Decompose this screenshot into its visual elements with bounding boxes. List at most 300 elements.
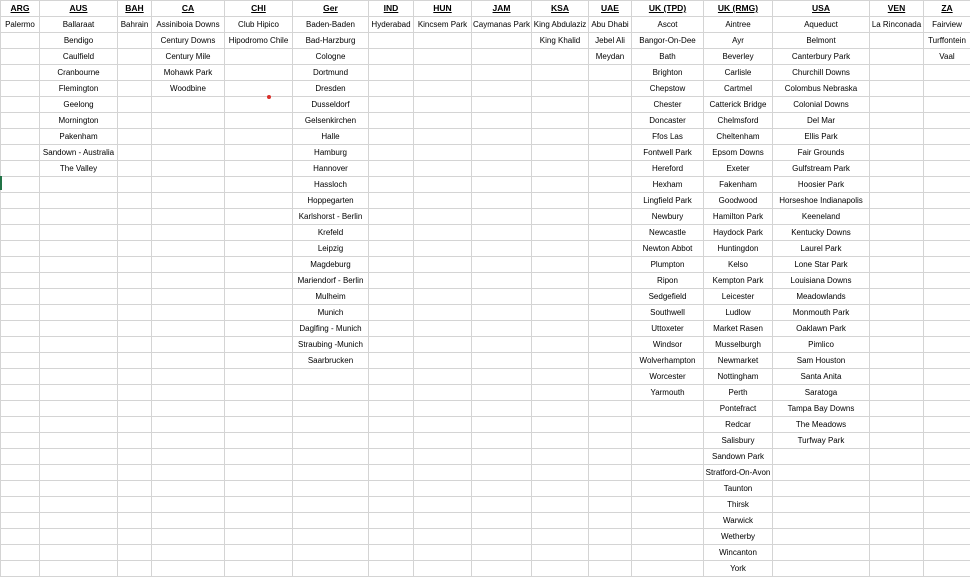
track-cell[interactable]: [532, 225, 589, 241]
track-cell[interactable]: [532, 545, 589, 561]
track-cell[interactable]: [118, 113, 152, 129]
track-cell[interactable]: [1, 561, 40, 577]
track-cell[interactable]: [924, 177, 970, 193]
track-cell[interactable]: Hamburg: [293, 145, 369, 161]
track-cell[interactable]: [589, 241, 632, 257]
track-cell[interactable]: Musselburgh: [704, 337, 773, 353]
track-cell[interactable]: [40, 545, 118, 561]
track-cell[interactable]: [118, 497, 152, 513]
track-cell[interactable]: Magdeburg: [293, 257, 369, 273]
track-cell[interactable]: Del Mar: [773, 113, 870, 129]
track-cell[interactable]: [40, 193, 118, 209]
track-cell[interactable]: [118, 529, 152, 545]
track-cell[interactable]: [472, 257, 532, 273]
track-cell[interactable]: Colonial Downs: [773, 97, 870, 113]
track-cell[interactable]: [589, 145, 632, 161]
track-cell[interactable]: [40, 289, 118, 305]
track-cell[interactable]: [532, 49, 589, 65]
track-cell[interactable]: [870, 129, 924, 145]
track-cell[interactable]: Mohawk Park: [152, 65, 225, 81]
track-cell[interactable]: [773, 465, 870, 481]
track-cell[interactable]: [1, 513, 40, 529]
track-cell[interactable]: [1, 33, 40, 49]
track-cell[interactable]: [369, 417, 414, 433]
track-cell[interactable]: Aqueduct: [773, 17, 870, 33]
track-cell[interactable]: [924, 401, 970, 417]
track-cell[interactable]: Warwick: [704, 513, 773, 529]
track-cell[interactable]: [118, 241, 152, 257]
track-cell[interactable]: [532, 257, 589, 273]
track-cell[interactable]: [472, 481, 532, 497]
track-cell[interactable]: [152, 369, 225, 385]
track-cell[interactable]: [369, 561, 414, 577]
track-cell[interactable]: [589, 257, 632, 273]
track-cell[interactable]: Beverley: [704, 49, 773, 65]
track-cell[interactable]: The Valley: [40, 161, 118, 177]
track-cell[interactable]: [632, 561, 704, 577]
track-cell[interactable]: Louisiana Downs: [773, 273, 870, 289]
track-cell[interactable]: Fontwell Park: [632, 145, 704, 161]
track-cell[interactable]: [924, 97, 970, 113]
track-cell[interactable]: [369, 433, 414, 449]
track-cell[interactable]: Caymanas Park: [472, 17, 532, 33]
track-cell[interactable]: [924, 209, 970, 225]
track-cell[interactable]: [924, 305, 970, 321]
track-cell[interactable]: [369, 401, 414, 417]
track-cell[interactable]: [870, 337, 924, 353]
track-cell[interactable]: [414, 337, 472, 353]
track-cell[interactable]: [870, 513, 924, 529]
track-cell[interactable]: [870, 257, 924, 273]
column-header-cell[interactable]: VEN: [870, 1, 924, 17]
track-cell[interactable]: [152, 161, 225, 177]
track-cell[interactable]: Woodbine: [152, 81, 225, 97]
track-cell[interactable]: Cologne: [293, 49, 369, 65]
track-cell[interactable]: [924, 129, 970, 145]
track-cell[interactable]: [589, 305, 632, 321]
track-cell[interactable]: [870, 385, 924, 401]
track-cell[interactable]: Belmont: [773, 33, 870, 49]
track-cell[interactable]: [118, 209, 152, 225]
track-cell[interactable]: [532, 81, 589, 97]
track-cell[interactable]: Oaklawn Park: [773, 321, 870, 337]
track-cell[interactable]: [152, 225, 225, 241]
track-cell[interactable]: [532, 353, 589, 369]
track-cell[interactable]: Laurel Park: [773, 241, 870, 257]
track-cell[interactable]: [472, 97, 532, 113]
track-cell[interactable]: [773, 449, 870, 465]
track-cell[interactable]: [1, 97, 40, 113]
track-cell[interactable]: [369, 257, 414, 273]
track-cell[interactable]: [369, 545, 414, 561]
track-cell[interactable]: [225, 417, 293, 433]
track-cell[interactable]: Southwell: [632, 305, 704, 321]
track-cell[interactable]: [472, 369, 532, 385]
track-cell[interactable]: Fair Grounds: [773, 145, 870, 161]
track-cell[interactable]: [924, 433, 970, 449]
column-header-cell[interactable]: ARG: [1, 1, 40, 17]
track-cell[interactable]: Halle: [293, 129, 369, 145]
track-cell[interactable]: The Meadows: [773, 417, 870, 433]
track-cell[interactable]: [632, 497, 704, 513]
track-cell[interactable]: [870, 449, 924, 465]
track-cell[interactable]: Turffontein: [924, 33, 970, 49]
track-cell[interactable]: Ripon: [632, 273, 704, 289]
track-cell[interactable]: [870, 81, 924, 97]
track-cell[interactable]: [589, 177, 632, 193]
track-cell[interactable]: Leipzig: [293, 241, 369, 257]
track-cell[interactable]: [924, 289, 970, 305]
track-cell[interactable]: Monmouth Park: [773, 305, 870, 321]
track-cell[interactable]: [1, 241, 40, 257]
track-cell[interactable]: [870, 289, 924, 305]
track-cell[interactable]: [532, 97, 589, 113]
track-cell[interactable]: [589, 321, 632, 337]
track-cell[interactable]: [472, 209, 532, 225]
track-cell[interactable]: [924, 417, 970, 433]
track-cell[interactable]: Newcastle: [632, 225, 704, 241]
track-cell[interactable]: [414, 305, 472, 321]
track-cell[interactable]: [532, 241, 589, 257]
track-cell[interactable]: Bahrain: [118, 17, 152, 33]
track-cell[interactable]: [118, 225, 152, 241]
track-cell[interactable]: [152, 97, 225, 113]
track-cell[interactable]: [118, 545, 152, 561]
track-cell[interactable]: [118, 513, 152, 529]
track-cell[interactable]: [40, 481, 118, 497]
track-cell[interactable]: [225, 65, 293, 81]
track-cell[interactable]: Newmarket: [704, 353, 773, 369]
track-cell[interactable]: [225, 241, 293, 257]
track-cell[interactable]: [472, 161, 532, 177]
track-cell[interactable]: [924, 145, 970, 161]
track-cell[interactable]: Baden-Baden: [293, 17, 369, 33]
track-cell[interactable]: [1, 369, 40, 385]
track-cell[interactable]: [225, 433, 293, 449]
track-cell[interactable]: [225, 273, 293, 289]
track-cell[interactable]: [369, 449, 414, 465]
track-cell[interactable]: Sam Houston: [773, 353, 870, 369]
track-cell[interactable]: [225, 465, 293, 481]
track-cell[interactable]: [152, 113, 225, 129]
track-cell[interactable]: [414, 561, 472, 577]
track-cell[interactable]: [152, 337, 225, 353]
track-cell[interactable]: [924, 337, 970, 353]
track-cell[interactable]: Hexham: [632, 177, 704, 193]
track-cell[interactable]: Newton Abbot: [632, 241, 704, 257]
track-cell[interactable]: [369, 529, 414, 545]
track-cell[interactable]: Palermo: [1, 17, 40, 33]
track-cell[interactable]: [532, 417, 589, 433]
track-cell[interactable]: [40, 305, 118, 321]
track-cell[interactable]: [40, 433, 118, 449]
track-cell[interactable]: [589, 65, 632, 81]
track-cell[interactable]: Hereford: [632, 161, 704, 177]
track-cell[interactable]: Kentucky Downs: [773, 225, 870, 241]
track-cell[interactable]: [369, 129, 414, 145]
track-cell[interactable]: [414, 289, 472, 305]
track-cell[interactable]: [118, 177, 152, 193]
track-cell[interactable]: Pontefract: [704, 401, 773, 417]
track-cell[interactable]: [369, 209, 414, 225]
track-cell[interactable]: [532, 289, 589, 305]
track-cell[interactable]: [118, 161, 152, 177]
track-cell[interactable]: Cheltenham: [704, 129, 773, 145]
track-cell[interactable]: [870, 33, 924, 49]
track-cell[interactable]: [472, 449, 532, 465]
track-cell[interactable]: [225, 113, 293, 129]
track-cell[interactable]: [414, 97, 472, 113]
track-cell[interactable]: [414, 145, 472, 161]
track-cell[interactable]: [293, 369, 369, 385]
track-cell[interactable]: [40, 529, 118, 545]
track-cell[interactable]: [369, 337, 414, 353]
track-cell[interactable]: [472, 49, 532, 65]
track-cell[interactable]: [924, 481, 970, 497]
track-cell[interactable]: [414, 33, 472, 49]
track-cell[interactable]: Dresden: [293, 81, 369, 97]
track-cell[interactable]: [870, 561, 924, 577]
track-cell[interactable]: [414, 433, 472, 449]
track-cell[interactable]: [632, 433, 704, 449]
track-cell[interactable]: Windsor: [632, 337, 704, 353]
column-header-cell[interactable]: AUS: [40, 1, 118, 17]
track-cell[interactable]: [773, 513, 870, 529]
track-cell[interactable]: [118, 481, 152, 497]
track-cell[interactable]: [414, 161, 472, 177]
track-cell[interactable]: Straubing -Munich: [293, 337, 369, 353]
track-cell[interactable]: Hannover: [293, 161, 369, 177]
track-cell[interactable]: Meydan: [589, 49, 632, 65]
track-cell[interactable]: [870, 177, 924, 193]
track-cell[interactable]: [632, 529, 704, 545]
track-cell[interactable]: [225, 289, 293, 305]
track-cell[interactable]: [118, 33, 152, 49]
track-cell[interactable]: [40, 449, 118, 465]
track-cell[interactable]: [414, 273, 472, 289]
track-cell[interactable]: [589, 449, 632, 465]
track-cell[interactable]: [40, 561, 118, 577]
track-cell[interactable]: [1, 193, 40, 209]
track-cell[interactable]: [924, 545, 970, 561]
track-cell[interactable]: [532, 177, 589, 193]
track-cell[interactable]: Stratford-On-Avon: [704, 465, 773, 481]
track-cell[interactable]: Turfway Park: [773, 433, 870, 449]
track-cell[interactable]: [773, 481, 870, 497]
track-cell[interactable]: [870, 97, 924, 113]
track-cell[interactable]: [532, 497, 589, 513]
track-cell[interactable]: [532, 449, 589, 465]
track-cell[interactable]: Salisbury: [704, 433, 773, 449]
track-cell[interactable]: [1, 305, 40, 321]
track-cell[interactable]: [1, 257, 40, 273]
track-cell[interactable]: [369, 353, 414, 369]
track-cell[interactable]: [414, 321, 472, 337]
track-cell[interactable]: [532, 401, 589, 417]
track-cell[interactable]: [870, 193, 924, 209]
track-cell[interactable]: Catterick Bridge: [704, 97, 773, 113]
track-cell[interactable]: Geelong: [40, 97, 118, 113]
track-cell[interactable]: Ffos Las: [632, 129, 704, 145]
track-cell[interactable]: Saratoga: [773, 385, 870, 401]
track-cell[interactable]: [924, 193, 970, 209]
track-cell[interactable]: [472, 273, 532, 289]
track-cell[interactable]: La Rinconada: [870, 17, 924, 33]
track-cell[interactable]: Century Downs: [152, 33, 225, 49]
track-cell[interactable]: [152, 353, 225, 369]
track-cell[interactable]: [532, 305, 589, 321]
column-header-cell[interactable]: Ger: [293, 1, 369, 17]
track-cell[interactable]: [773, 529, 870, 545]
track-cell[interactable]: Aintree: [704, 17, 773, 33]
track-cell[interactable]: [293, 545, 369, 561]
track-cell[interactable]: [225, 145, 293, 161]
track-cell[interactable]: [225, 481, 293, 497]
track-cell[interactable]: Meadowlands: [773, 289, 870, 305]
track-cell[interactable]: [152, 193, 225, 209]
track-cell[interactable]: [472, 401, 532, 417]
column-header-cell[interactable]: BAH: [118, 1, 152, 17]
track-cell[interactable]: [1, 497, 40, 513]
track-cell[interactable]: [1, 401, 40, 417]
track-cell[interactable]: [414, 449, 472, 465]
track-cell[interactable]: Flemington: [40, 81, 118, 97]
track-cell[interactable]: [532, 337, 589, 353]
track-cell[interactable]: Dusseldorf: [293, 97, 369, 113]
track-cell[interactable]: [589, 225, 632, 241]
track-cell[interactable]: [532, 65, 589, 81]
track-cell[interactable]: [632, 513, 704, 529]
track-cell[interactable]: Worcester: [632, 369, 704, 385]
track-cell[interactable]: [472, 241, 532, 257]
track-cell[interactable]: [225, 513, 293, 529]
track-cell[interactable]: [773, 561, 870, 577]
track-cell[interactable]: [870, 225, 924, 241]
track-cell[interactable]: [369, 369, 414, 385]
track-cell[interactable]: [1, 449, 40, 465]
track-cell[interactable]: Mulheim: [293, 289, 369, 305]
track-cell[interactable]: [532, 433, 589, 449]
track-cell[interactable]: [1, 273, 40, 289]
track-cell[interactable]: [472, 129, 532, 145]
track-cell[interactable]: Saarbrucken: [293, 353, 369, 369]
track-cell[interactable]: [532, 193, 589, 209]
track-cell[interactable]: [589, 497, 632, 513]
column-header-cell[interactable]: JAM: [472, 1, 532, 17]
track-cell[interactable]: Kempton Park: [704, 273, 773, 289]
track-cell[interactable]: Munich: [293, 305, 369, 321]
track-cell[interactable]: [1, 81, 40, 97]
track-cell[interactable]: [152, 433, 225, 449]
track-cell[interactable]: Club Hipico: [225, 17, 293, 33]
track-cell[interactable]: [414, 225, 472, 241]
track-cell[interactable]: [225, 305, 293, 321]
track-cell[interactable]: [414, 257, 472, 273]
track-cell[interactable]: [414, 497, 472, 513]
track-cell[interactable]: [40, 369, 118, 385]
track-cell[interactable]: [589, 417, 632, 433]
track-cell[interactable]: [414, 241, 472, 257]
track-cell[interactable]: [589, 193, 632, 209]
track-cell[interactable]: [225, 449, 293, 465]
track-cell[interactable]: Thirsk: [704, 497, 773, 513]
track-cell[interactable]: [293, 417, 369, 433]
track-cell[interactable]: [870, 321, 924, 337]
track-cell[interactable]: Fakenham: [704, 177, 773, 193]
track-cell[interactable]: Fairview: [924, 17, 970, 33]
track-cell[interactable]: [152, 561, 225, 577]
column-header-cell[interactable]: ZA: [924, 1, 970, 17]
track-cell[interactable]: Ascot: [632, 17, 704, 33]
track-cell[interactable]: Hyderabad: [369, 17, 414, 33]
track-cell[interactable]: [924, 385, 970, 401]
track-cell[interactable]: [472, 65, 532, 81]
track-cell[interactable]: [118, 369, 152, 385]
track-cell[interactable]: Keeneland: [773, 209, 870, 225]
track-cell[interactable]: [369, 385, 414, 401]
track-cell[interactable]: [1, 225, 40, 241]
track-cell[interactable]: [532, 145, 589, 161]
track-cell[interactable]: [225, 497, 293, 513]
track-cell[interactable]: [40, 497, 118, 513]
track-cell[interactable]: [472, 113, 532, 129]
track-cell[interactable]: [225, 209, 293, 225]
track-cell[interactable]: Santa Anita: [773, 369, 870, 385]
track-cell[interactable]: [589, 289, 632, 305]
track-cell[interactable]: [924, 113, 970, 129]
track-cell[interactable]: [225, 545, 293, 561]
track-cell[interactable]: [924, 257, 970, 273]
track-cell[interactable]: [773, 497, 870, 513]
track-cell[interactable]: Karlshorst - Berlin: [293, 209, 369, 225]
track-cell[interactable]: [532, 369, 589, 385]
track-cell[interactable]: [152, 209, 225, 225]
column-header-cell[interactable]: CA: [152, 1, 225, 17]
track-cell[interactable]: [870, 49, 924, 65]
track-cell[interactable]: [472, 497, 532, 513]
track-cell[interactable]: [1, 321, 40, 337]
track-cell[interactable]: Kincsem Park: [414, 17, 472, 33]
track-cell[interactable]: [589, 161, 632, 177]
track-cell[interactable]: [632, 417, 704, 433]
track-cell[interactable]: Bad-Harzburg: [293, 33, 369, 49]
track-cell[interactable]: [40, 513, 118, 529]
track-cell[interactable]: Vaal: [924, 49, 970, 65]
track-cell[interactable]: York: [704, 561, 773, 577]
track-cell[interactable]: [1, 145, 40, 161]
track-cell[interactable]: [924, 529, 970, 545]
track-cell[interactable]: [293, 449, 369, 465]
track-cell[interactable]: [40, 321, 118, 337]
track-cell[interactable]: [870, 353, 924, 369]
track-cell[interactable]: Dortmund: [293, 65, 369, 81]
track-cell[interactable]: [589, 273, 632, 289]
track-cell[interactable]: [870, 529, 924, 545]
track-cell[interactable]: [870, 161, 924, 177]
track-cell[interactable]: [414, 465, 472, 481]
track-cell[interactable]: Chelmsford: [704, 113, 773, 129]
track-cell[interactable]: [589, 81, 632, 97]
track-cell[interactable]: [414, 417, 472, 433]
column-header-cell[interactable]: HUN: [414, 1, 472, 17]
track-cell[interactable]: Sedgefield: [632, 289, 704, 305]
track-cell[interactable]: [118, 289, 152, 305]
track-cell[interactable]: [225, 529, 293, 545]
track-cell[interactable]: [589, 385, 632, 401]
track-cell[interactable]: [293, 401, 369, 417]
track-cell[interactable]: [152, 289, 225, 305]
track-cell[interactable]: [369, 305, 414, 321]
